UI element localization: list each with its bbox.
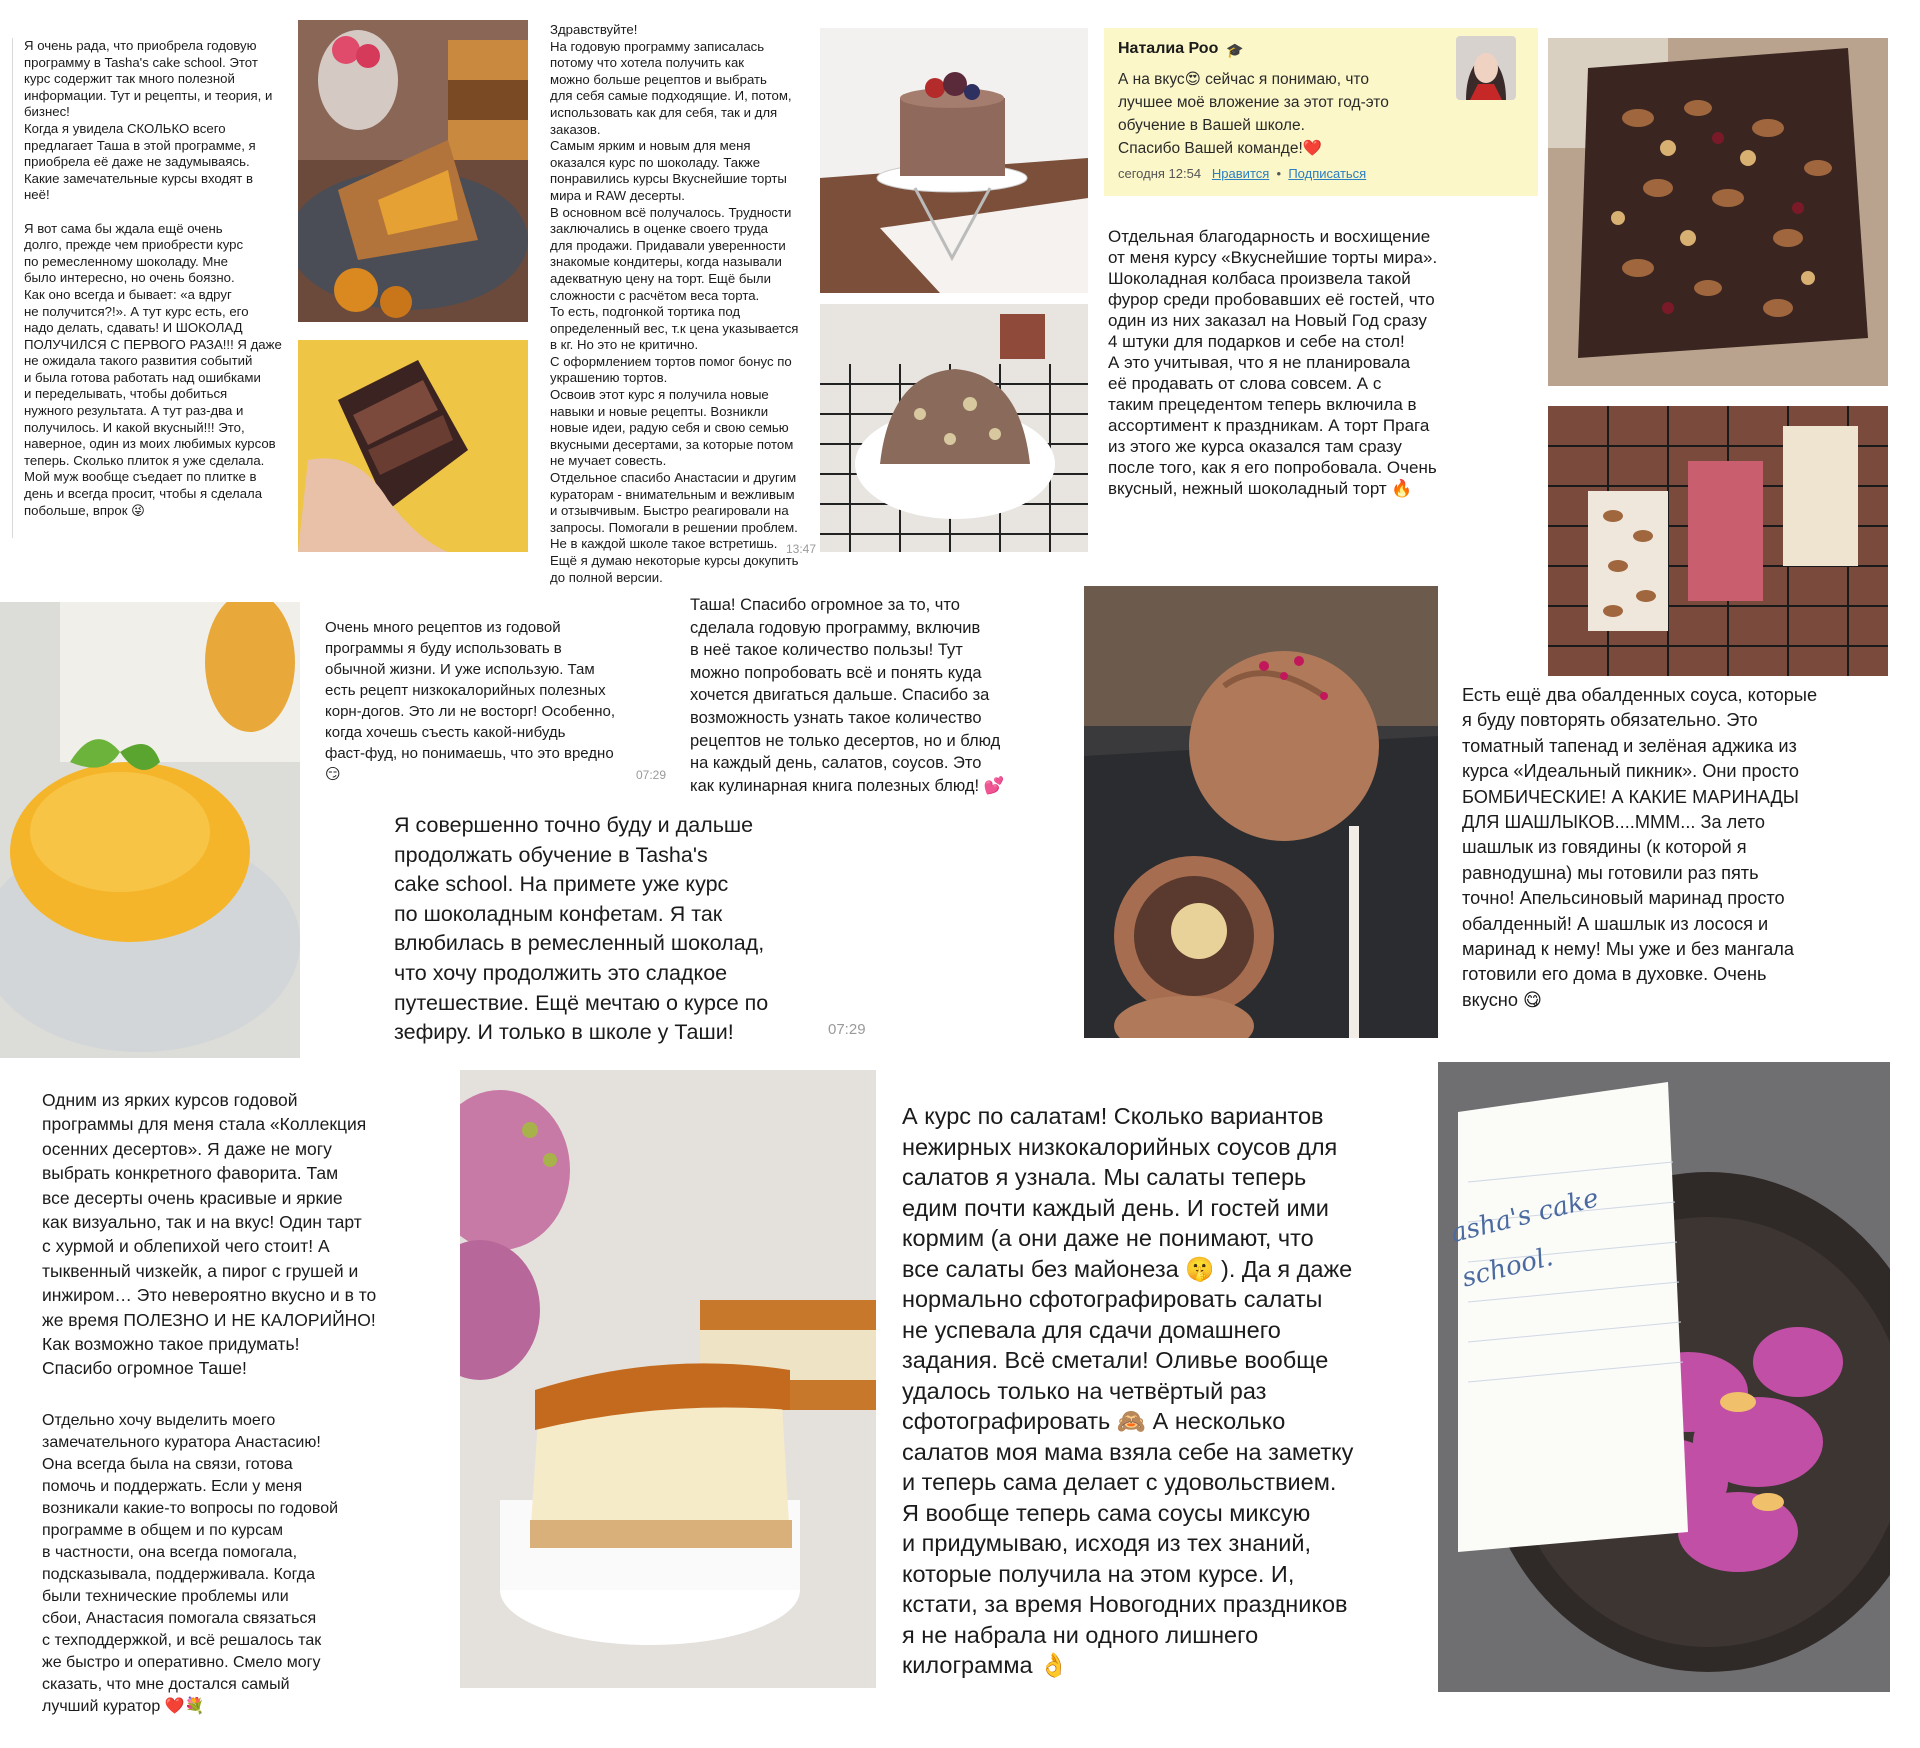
beet-salad-photo bbox=[1438, 1062, 1890, 1692]
separator-dot: • bbox=[1276, 166, 1282, 181]
review-time: 07:29 bbox=[828, 1021, 866, 1038]
orange-cake-photo bbox=[298, 20, 528, 322]
review-time: 13:47 bbox=[786, 542, 817, 556]
note-card-text: asha's cake school. bbox=[1447, 1183, 1602, 1294]
review-text-annual-program: Здравствуйте! На годовую программу записалась потому что хотела получить как можно больше рецептов и выбрать для себя самые подходящие. И, потом, использовать как для себя, так и для заказов. Самым ярким и новым для меня оказался курс по шоколаду. Также понравились курсы Вкуснейшие торты мира и RAW десерты. В основном всё получалось. Трудности заключались в оценке своего труда для продажи. Придавали уверенности знакомые кондитеры, когда называли адекватную цену на торт. Ещё были сложности с расчётом веса торта. То есть, подгонкой тортика под определенный вес, т.к цена указывается в кг. Но это не критично. С оформлением тортов помог бонус по украшению тортов. Освоив этот курс я получила новые навыки и новые рецепты. Возникли новые идеи, радую себя и свою семью вкусными десертами, за которые потом не мучает совесть. Отдельное спасибо Анастасии и другим кураторам - внимательным и вежливым и отзывчивым. Быстро реагировали на запросы. Помогали в решении проблем. Не в каждой школе такое встретишь. Ещё я думаю некоторые курсы докупить до полной версии. bbox=[550, 22, 799, 585]
review-text-curator: Отдельно хочу выделить моего замечательного куратора Анастасию! Она всегда была на связи, готова помочь и поддержать. Если у меня возникали какие-то вопросы по годовой программе в общем и по курсам в частности, она всегда помогала, подсказывала, поддерживала. Когда были технические проблемы или сбои, Анастасия помогала связаться с техподдержкой, и всё решалось так же быстро и оперативно. Смело могу сказать, что мне достался самый лучший куратор ❤️💐 bbox=[42, 1412, 339, 1715]
comment-card bbox=[1104, 28, 1538, 196]
chocolate-cake-hand-photo bbox=[298, 340, 528, 552]
chocolate-bar-nuts-photo bbox=[1548, 38, 1888, 386]
comment-time: сегодня 12:54 bbox=[1118, 166, 1202, 181]
chocolate-cake-stand-photo bbox=[820, 28, 1088, 293]
comment-meta bbox=[1118, 166, 1366, 181]
chocolate-dome-rack-photo bbox=[820, 304, 1088, 552]
cheesecake-photo bbox=[460, 1070, 876, 1688]
review-time: 07:29 bbox=[636, 768, 667, 782]
review-text-cakes-of-world: Отдельная благодарность и восхищение от меня курсу «Вкуснейшие торты мира». Шоколадная колбаса произвела такой фурор среди пробовавших её гостей, что один из них заказал на Новый Год сразу 4 штуки для подарков и себе на стол! А это учитывая, что я не планировала её продавать от слова совсем. А с таким прецедентом теперь включила в ассортимент к праздникам. А торт Прага из этого же курса оказался там сразу после того, как я его попробовала. Очень вкусный, нежный шоколадный торт 🔥 bbox=[1108, 227, 1438, 498]
review-text-autumn-desserts: Одним из ярких курсов годовой программы для меня стала «Коллекция осенних десертов». Я даже не могу выбрать конкретного фаворита. Там все десерты очень красивые и яркие как визуально, так и на вкус! Один тарт с хурмой и облепихой чего стоит! А тыквенный чизкейк, а пирог с грушей и инжиром… Это невероятно вкусно и в то же время ПОЛЕЗНО И НЕ КАЛОРИЙНО! Как возможно такое придумать! Спасибо огромное Таше! bbox=[42, 1090, 377, 1379]
chocolate-bars-rack-photo bbox=[1548, 406, 1888, 676]
avatar[interactable] bbox=[1456, 36, 1516, 100]
cake-pop-photo bbox=[1084, 586, 1438, 1038]
review-text-chocolate: Я очень рада, что приобрела годовую программу в Tasha's cake school. Этот курс содержит так много полезной информации. Тут и рецепты, и теория, и бизнес! Когда я увидела СКОЛЬКО всего предлагает Таша в этой программе, я приобрела её даже не задумываясь. Какие замечательные курсы входят в неё! Я вот сама бы ждала ещё очень долго, прежде чем приобрести курс по ремесленному шоколаду. Мне было интересно, но очень боязно. Как оно всегда и бывает: «а вдруг не получится?!». А тут курс есть, его надо делать, сдавать! И ШОКОЛАД ПОЛУЧИЛСЯ С ПЕРВОГО РАЗА!!! Я даже не ожидала такого развития событий и была готова работать над ошибками и переделывать, чтобы добиться нужного результата. А тут раз-два и получилось. И какой вкусный!!! Это, наверное, один из моих любимых курсов теперь. Сколько плиток я уже сделала. Мой муж вообще съедает по плитке в день и всегда просит, чтобы я сделала побольше, впрок 😜 bbox=[24, 38, 282, 518]
graduation-cap-icon: 🎓 bbox=[1226, 42, 1244, 58]
review-text-continue-learning: Я совершенно точно буду и дальше продолжать обучение в Tasha's cake school. На примете уже курс по шоколадным конфетам. Я так влюбилась в ремесленный шоколад, что хочу продолжить это сладкое путешествие. Ещё мечтаю о курсе по зефиру. И только в школе у Таши! bbox=[394, 813, 769, 1045]
subscribe-link[interactable]: Подписаться bbox=[1288, 166, 1367, 181]
like-link[interactable]: Нравится bbox=[1211, 166, 1270, 181]
review-text-sauces: Есть ещё два обалденных соуса, которые я буду повторять обязательно. Это томатный тапенад и зелёная аджика из курса «Идеальный пикник». Они просто БОМБИЧЕСКИЕ! А КАКИЕ МАРИНАДЫ ДЛЯ ШАШЛЫКОВ....МММ... За лето шашлык из говядины (к которой я равнодушна) мы готовили раз пять точно! Апельсиновый маринад просто обалденный! А шашлык из лосося и маринад к нему! Мы уже и без мангала готовили его дома в духовке. Очень вкусно 😋 bbox=[1462, 685, 1818, 1010]
review-text-thanks-tasha: Таша! Спасибо огромное за то, что сделала годовую программу, включив в неё такое количество пользы! Тут можно попробовать всё и понять куда хочется двигаться дальше. Спасибо за возможность узнать такое количество рецептов не только десертов, но и блюд на каждый день, салатов, соусов. Это как кулинарная книга полезных блюд! 💕 bbox=[690, 596, 1005, 795]
review-text-salads: А курс по салатам! Сколько вариантов нежирных низкокалорийных соусов для салатов я узнала. Мы салаты теперь едим почти каждый день. И гостей ими кормим (а они даже не понимают, что все салаты без майонеза 🤫 ). Да я даже нормально сфотографировать салаты не успевала для сдачи домашнего задания. Всё сметали! Оливье вообще удалось только на четвёртый раз сфотографировать 🙈 А несколько салатов моя мама взяла себе на заметку и теперь сама делает с удовольствием. Я вообще теперь сама соусы миксую и придумываю, исходя из тех знаний, которые получила на этом курсе. И, кстати, за время Новогодних праздников я не набрала ни одного лишнего килограмма 👌 bbox=[902, 1103, 1354, 1678]
mango-sorbet-photo bbox=[0, 602, 300, 1058]
comment-author: Наталиа Роо bbox=[1118, 40, 1219, 57]
comment-text: А на вкус😍 сейчас я понимаю, что лучшее моё вложение за этот год-это обучение в Вашей школе. Спасибо Вашей команде!❤️ bbox=[1118, 71, 1389, 157]
review-text-corn-dogs: Очень много рецептов из годовой программы я буду использовать в обычной жизни. И уже использую. Там есть рецепт низкокалорийных полезных корн-догов. Это ли не восторг! Особенно, когда хочешь съесть какой-нибудь фаст-фуд, но понимаешь, что это вредно 😏 bbox=[325, 619, 616, 783]
divider-line bbox=[12, 38, 13, 538]
